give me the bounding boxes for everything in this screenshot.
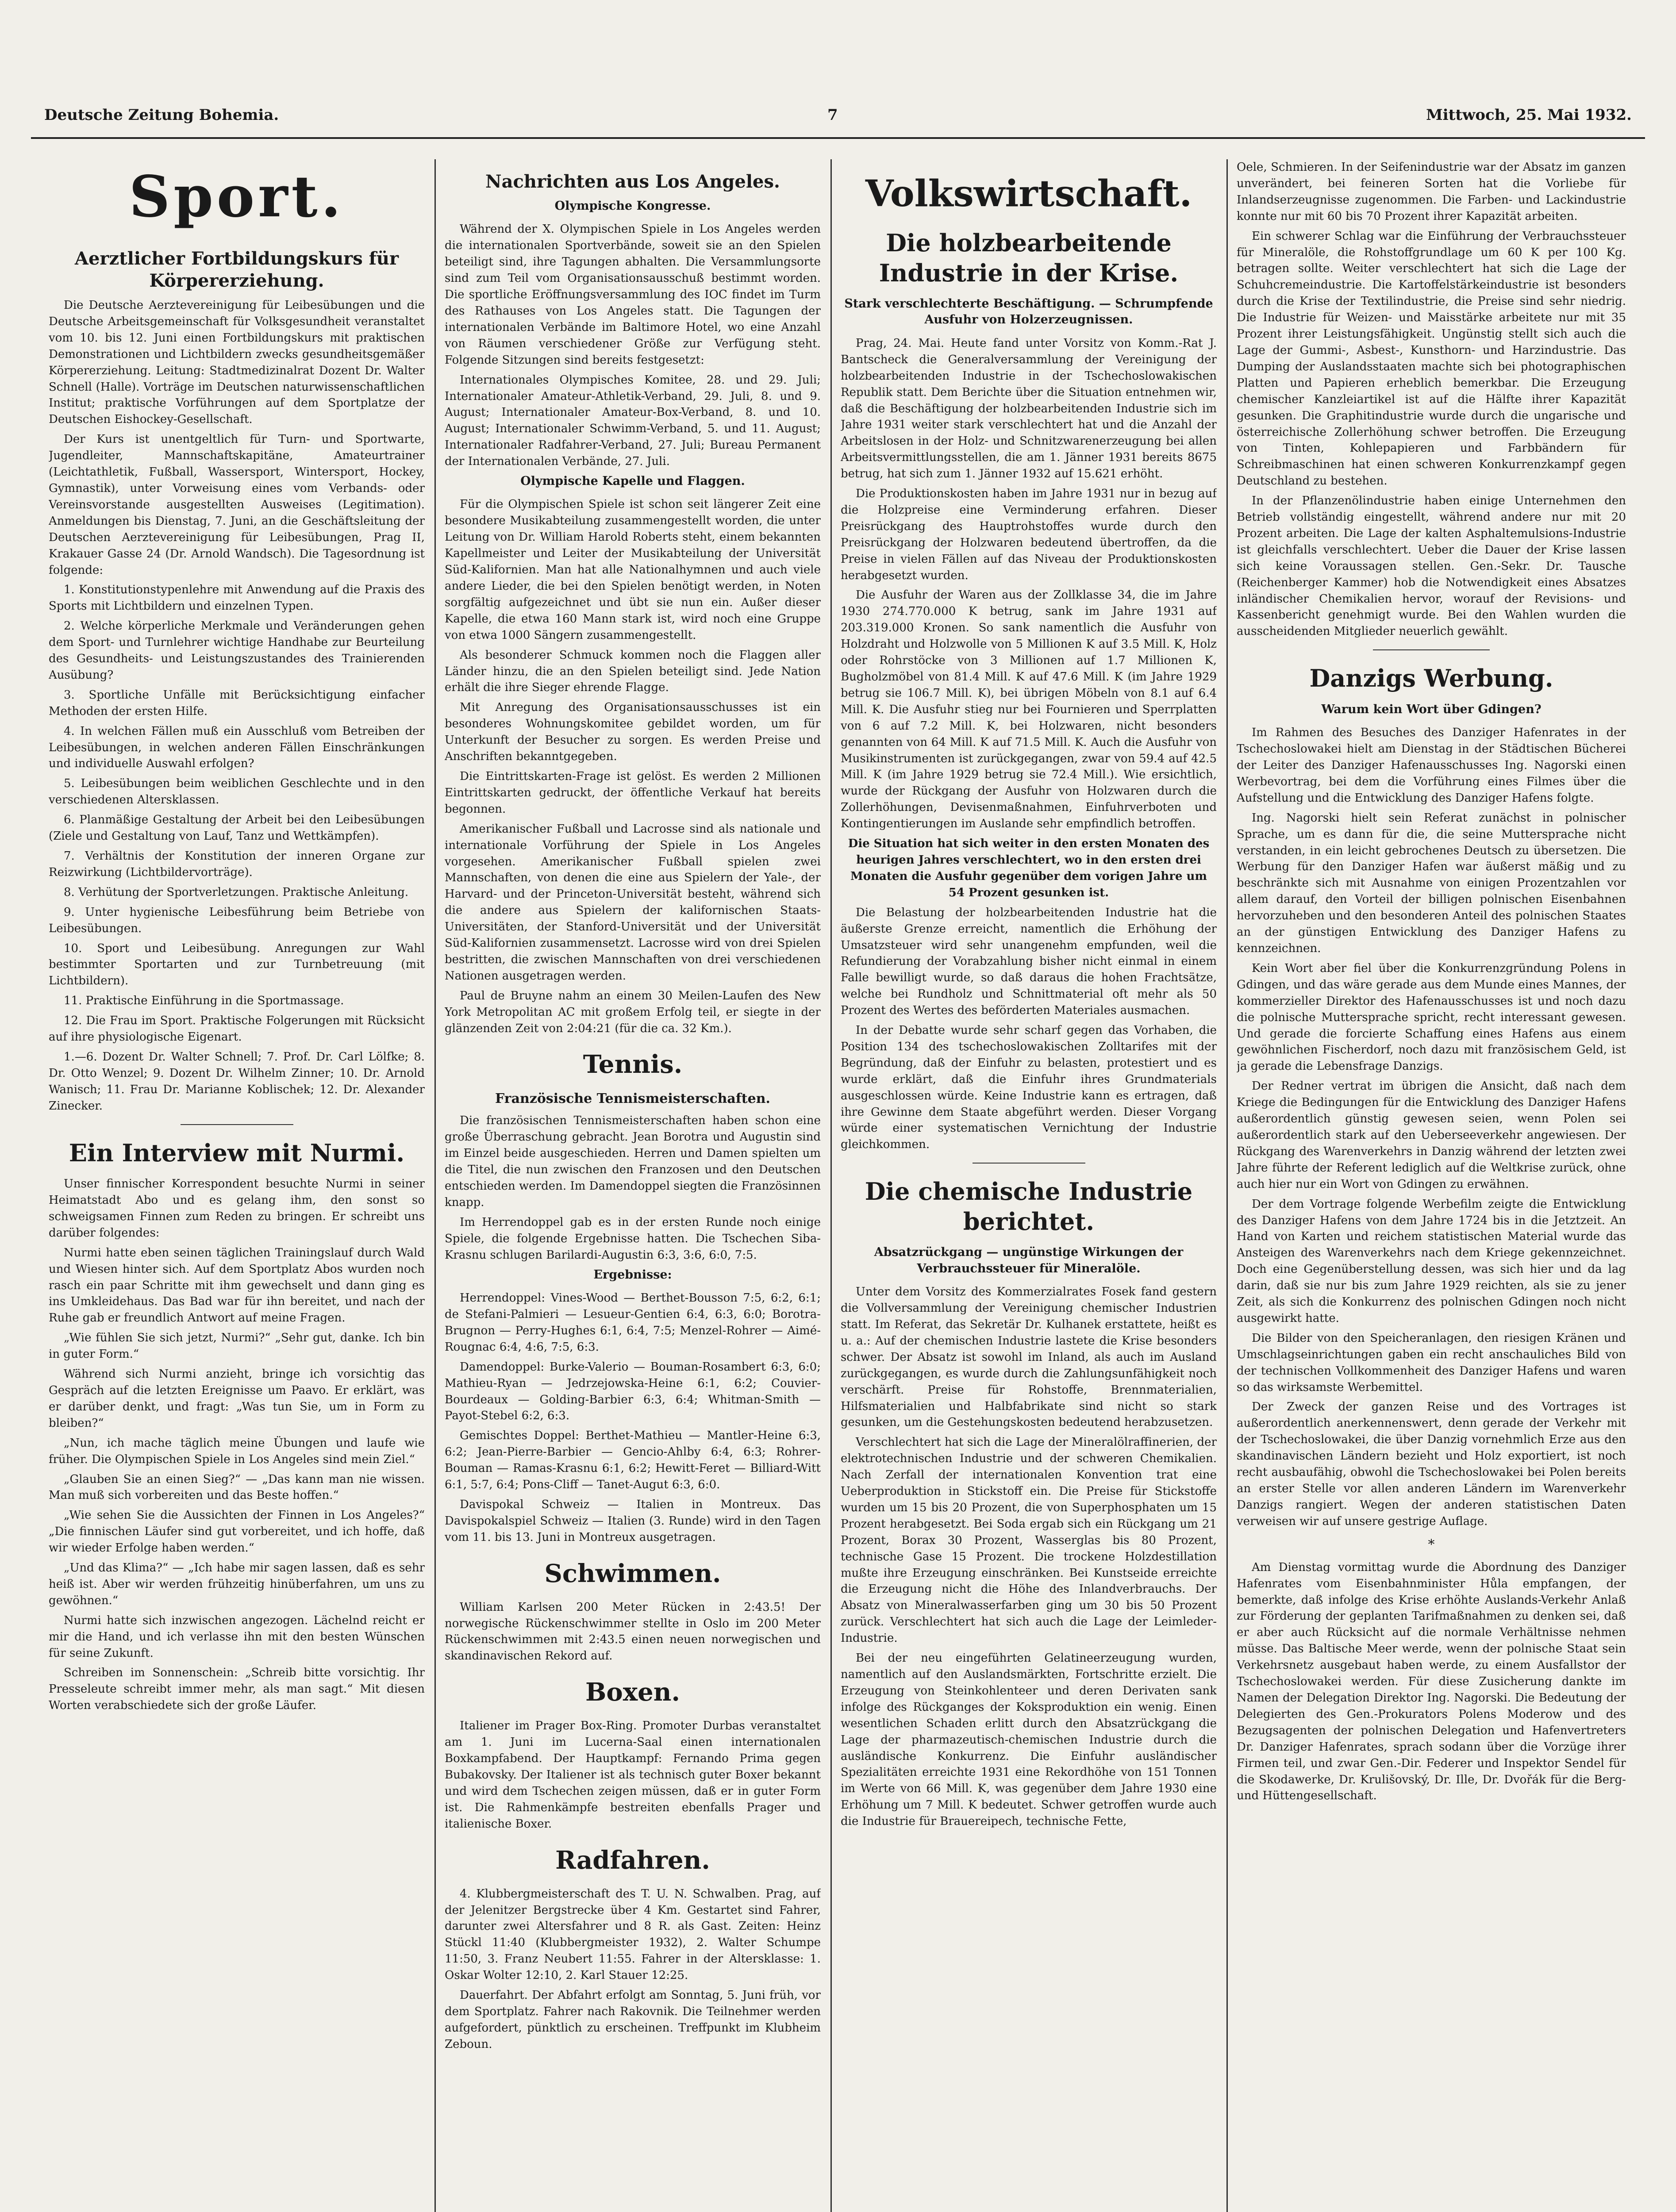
- article-paragraph: Davispokal Schweiz — Italien in Montreux. Das Davispokalspiel Schweiz — Italien (3. Runde) wird in den Tagen vom 11. bis 13. Juni in Montreux ausgetragen.: [445, 1498, 821, 1544]
- article-paragraph: 4. Klubbergmeisterschaft des T. U. N. Schwalben. Prag, auf der Jelenitzer Bergstrecke über 4 Km. Gestartet sind Fahrer, darunter zwei Altersfahrer und 8 R. als Gast. Zeiten: Heinz Stückl 11:40 (Klubbergmeister 1932), 2. Walter Schumpe 11:50, 3. Franz Neubert 11:55. Fahrer in der Altersklasse: 1. Oskar Wolter 12:10, 2. Karl Stauer 12:25.: [445, 1887, 821, 1982]
- article-paragraph: Prag, 24. Mai. Heute fand unter Vorsitz von Komm.-Rat J. Bantscheck die Generalversammlung der Vereinigung der holzbearbeitenden Industrie in der Tschechoslowakischen Republik statt. Dem Berichte über die Situation entnehmen wir, daß die Beschäftigung der holzbearbeitenden Industrie sich im Jahre 1931 weiter stark verschlechtert hat und die Anzahl der Arbeitslosen in der Holz- und Schnitzwarenerzeugung bei allen Arbeitsvermittlungsstellen, die am 1. Jänner 1931 bereits 8675 betrug, hat sich zum 1. Jänner 1932 auf 15.621 erhöht.: [841, 336, 1217, 481]
- article-subtitle: Französische Tennismeisterschaften.: [495, 1091, 770, 1107]
- article-paragraph: William Karlsen 200 Meter Rücken in 2:43.5! Der norwegische Rückenschwimmer stellte in Oslo im 200 Meter Rückenschwimmen mit 2:43.5 einen neuen norwegischen und skandinavischen Rekord auf.: [445, 1600, 821, 1663]
- article-paragraph: 2. Welche körperliche Merkmale und Veränderungen gehen dem Sport- und Turnlehrer wichtige Handhabe zur Beurteilung des Gesundheits- und Leistungszustandes des Trainierenden Ausübung?: [49, 619, 425, 682]
- article-paragraph: 9. Unter hygienische Leibesführung beim Betriebe von Leibesübungen.: [49, 905, 425, 935]
- article-paragraph: Dauerfahrt. Der Abfahrt erfolgt am Sonntag, 5. Juni früh, vor dem Sportplatz. Fahrer nach Rakovnik. Die Teilnehmer werden aufgefordert, pünktlich zu erscheinen. Treffpunkt im Klubheim Zeboun.: [445, 1989, 821, 2051]
- section-asterisk: *: [1428, 1536, 1435, 1552]
- header-rule: [31, 137, 1645, 139]
- article-title: Die holzbearbeitende Industrie in der Krise.: [879, 229, 1179, 287]
- article-paragraph: Am Dienstag vormittag wurde die Abordnung des Danziger Hafenrates vom Eisenbahnminister Hůla empfangen, der bemerkte, daß infolge des Krise erhöhte Auslands-Verkehr Anlaß zur Förderung der geplanten Tarifmaßnahmen zu denken sei, daß er aber auch Rücksicht auf die normale Verhältnisse nehmen müsse. Das Baltische Meer werde, wenn der polnische Staat sein Verkehrsnetz ausgebaut haben werde, zu einem Ausfallstor der Tschechoslowakei werden. Für diese Zusicherung dankte im Namen der Delegation Direktor Ing. Nagorski. Die Bedeutung der Delegierten des Gen.-Prokurators Polens Moderow und des Bezugsagenten der polnischen Delegation und Hafenvertreters Dr. Danziger Hafenrates, sprach sodann über die Vorzüge ihrer Firmen teil, und zwar Gen.-Dir. Federer und Inspektor Sendel für die Skodawerke, Dr. Krulišovský, Dr. Ille, Dr. Dvořák für die Berg- und Hüttengesellschaft.: [1237, 1560, 1626, 1803]
- article-paragraph: Der Zweck der ganzen Reise und des Vortrages ist außerordentlich anerkennenswert, denn gerade der Verkehr mit der Tschechoslowakei, die über Danzig vornehmlich Erze aus den skandinavischen Ländern bezieht und Holz exportiert, ist noch recht ausbaufähig, obwohl die Tschechoslowakei bei Polen bereits an erster Stelle vor allen anderen Ländern im Warenverkehr Danzigs rangiert. Wegen der anderen statistischen Daten verweisen wir auf unsere gestrige Auflage.: [1237, 1400, 1626, 1528]
- article-paragraph: Der Kurs ist unentgeltlich für Turn- und Sportwarte, Jugendleiter, Mannschaftskapitäne, Amateurtrainer (Leichtathletik, Fußball, Wassersport, Wintersport, Hockey, Gymnastik), unter Vorweisung eines vom Verbands- oder Vereinsvorstande ausgestellten Ausweises (Legitimation). Anmeldungen bis Dienstag, 7. Juni, an die Geschäftsleitung der Deutschen Aerztevereinigung für Leibesübungen, Prag II, Krakauer Gasse 24 (Dr. Arnold Wandsch). Die Tagesordnung ist folgende:: [49, 433, 425, 577]
- article-subtitle: Stark verschlechterte Beschäftigung. — Schrumpfende Ausfuhr von Holzerzeugnissen.: [844, 297, 1213, 327]
- section-title-cycling: Radfahren.: [555, 1845, 710, 1875]
- article-paragraph: Gemischtes Doppel: Berthet-Mathieu — Mantler-Heine 6:3, 6:2; Jean-Pierre-Barbier — Gencio-Ahlby 6:4, 6:3; Rohrer-Bouman — Ramas-Krasnu 6:1, 6:2; Hewitt-Feret — Billiard-Witt 6:1, 5:7, 6:4; Pons-Cliff — Tanet-Augut 6:3, 6:0.: [445, 1429, 821, 1492]
- article-paragraph: In der Pflanzenölindustrie haben einige Unternehmen den Betrieb vollständig eingestellt, während andere nur mit 20 Prozent arbeiten. Die Lage der kalten Asphaltemulsions-Industrie ist gleichfalls verschlechtert. Ueber die Dauer der Krise lassen sich keine Voraussagen stellen. Gen.-Sekr. Dr. Tausche (Reichenberger Kammer) hob die Notwendigkeit eines Absatzes inländischer Chemikalien hervor, worauf der Revisions- und Kassenbericht genehmigt wurde. Bei den Wahlen wurden die ausscheidenden Mitglieder neuerlich gewählt.: [1237, 494, 1626, 638]
- article-paragraph: 8. Verhütung der Sportverletzungen. Praktische Anleitung.: [64, 885, 409, 899]
- separator: [1373, 649, 1490, 650]
- article-paragraph: 1.—6. Dozent Dr. Walter Schnell; 7. Prof. Dr. Carl Lölfke; 8. Dr. Otto Wenzel; 9. Dozent Dr. Wilhelm Zinner; 10. Dr. Arnold Wanisch; 11. Frau Dr. Marianne Koblischek; 12. Dr. Alexander Zinecker.: [49, 1050, 425, 1113]
- column-continued: [1237, 159, 1626, 2212]
- article-title: Nachrichten aus Los Angeles.: [485, 171, 780, 192]
- article-paragraph: Der Redner vertrat im übrigen die Ansicht, daß nach dem Kriege die Bedingungen für die Entwicklung des Danziger Hafens außerordentlich günstig gewesen seien, wenn Polen sei außerordentlich stark auf den Ueberseeverkehr angewiesen. Der Rückgang des Warenverkehrs in Danzig während der letzten zwei Jahre führte der Referent lediglich auf die Weltkrise zurück, ohne auch hier nur ein Wort von Gdingen zu erwähnen.: [1237, 1079, 1626, 1191]
- article-subtitle: Absatzrückgang — ungünstige Wirkungen der Verbrauchssteuer für Mineralöle.: [874, 1245, 1184, 1275]
- column-divider: [434, 159, 436, 2212]
- results-heading: Ergebnisse:: [593, 1267, 672, 1282]
- separator: [181, 1124, 293, 1125]
- article-paragraph: Die Deutsche Aerztevereinigung für Leibesübungen und die Deutsche Arbeitsgemeinschaft für Volksgesundheit veranstaltet vom 10. bis 12. Juni einen Fortbildungskurs mit praktischen Demonstrationen und Lichtbildern zwecks gesundheitsgemäßer Körpererziehung. Leitung: Stadtmedizinalrat Dozent Dr. Walter Schnell (Halle). Vorträge im Deutschen naturwissenschaftlichen Institut; praktische Vorführungen auf dem Sportplatze der Deutschen Eishockey-Gesellschaft.: [49, 299, 425, 426]
- article-subtitle: Olympische Kapelle und Flaggen.: [520, 474, 745, 488]
- article-paragraph: Im Herrendoppel gab es in der ersten Runde noch einige Spiele, die folgende Ergebnisse hatten. Die Tschechen Siba-Krasnu schlugen Barilardi-Augustin 6:3, 3:6, 6:0, 7:5.: [445, 1215, 821, 1262]
- article-paragraph: Kein Wort aber fiel über die Konkurrenzgründung Polens in Gdingen, und das wäre gerade aus dem Munde eines Mannes, der kommerzieller Direktor des Hafenausschusses ist und noch dazu die polnische Muttersprache spricht, recht interessant gewesen. Und gerade die forcierte Schaffung eines Hafens aus einem gewöhnlichen Fischerdorf, noch dazu mit französischem Geld, ist ja gerade die Lebensfrage Danzigs.: [1237, 961, 1626, 1073]
- article-paragraph: Während der X. Olympischen Spiele in Los Angeles werden die internationalen Sportverbände, soweit sie an den Spielen beteiligt sind, ihre Tagungen abhalten. Die Versammlungsorte sind zum Teil vom Organisationsausschuß bestimmt worden. Die sportliche Eröffnungsversammlung des IOC findet im Turm des Rathauses von Los Angeles statt. Die Tagungen der internationalen Verbände im Baltimore Hotel, wo eine Anzahl von Räumen verschiedener Größe zur Verfügung steht. Folgende Sitzungen sind bereits festgesetzt:: [445, 223, 821, 367]
- article-paragraph: Unser finnischer Korrespondent besuchte Nurmi in seiner Heimatstadt Abo und es gelang ihm, den sonst so schweigsamen Finnen zum Reden zu bringen. Er schreibt uns darüber folgendes:: [49, 1177, 425, 1240]
- article-paragraph: Die Bilder von den Speicheranlagen, den riesigen Kränen und Umschlagseinrichtungen gaben ein recht anschauliches Bild von der technischen Vollkommenheit des Danziger Hafens und waren so das wirksamste Werbemittel.: [1237, 1331, 1626, 1394]
- paper-name: Deutsche Zeitung Bohemia.: [44, 106, 279, 124]
- article-paragraph: Nurmi hatte eben seinen täglichen Trainingslauf durch Wald und Wiesen hinter sich. Auf dem Sportplatz Abos wurden noch rasch ein paar Schritte mit ihm gewechselt und dann ging es ins Umkleidehaus. Das Bad war für ihn bereitet, und nach der Ruhe gab er freundlich Antwort auf meine Fragen.: [49, 1246, 425, 1325]
- article-paragraph: „Wie fühlen Sie sich jetzt, Nurmi?“ „Sehr gut, danke. Ich bin in guter Form.“: [49, 1331, 425, 1361]
- article-title: Die chemische Industrie berichtet.: [865, 1177, 1193, 1236]
- column-los-angeles: [445, 159, 821, 2212]
- article-paragraph: Die Ausfuhr der Waren aus der Zollklasse 34, die im Jahre 1930 274.770.000 K betrug, sank im Jahre 1931 auf 203.319.000 Kronen. So sank namentlich die Ausfuhr von Holzdraht und Holzwolle von 5 Millionen K auf 3.5 Mill. K, Holz oder Rohrstöcke von 3 Millionen auf 1.7 Millionen K, Bugholzmöbel von 81.4 Mill. K auf 47.6 Mill. K (im Jahre 1929 betrug sie 106.7 Mill. K), bei übrigen Möbeln von 8.1 auf 6.4 Mill. K. Die Ausfuhr stieg nur bei Fournieren und Sperrplatten von 6 auf 7.2 Mill. K, bei Holzwaren, nicht besonders genannten von 64 Mill. K auf 71.5 Mill. K. Auch die Ausfuhr von Musikinstrumenten ist zurückgegangen, zwar von 59.4 auf 42.5 Mill. K (im Jahre 1929 betrug sie 72.4 Mill.). Wie ersichtlich, wurde der Rückgang der Ausfuhr von Holzwaren durch die Zollerhöhungen, Devisenmaßnahmen, Einfuhrverboten und Kontingentierungen im Auslande sehr empfindlich betroffen.: [841, 588, 1217, 831]
- article-paragraph: Die Belastung der holzbearbeitenden Industrie hat die äußerste Grenze erreicht, namentlich die Erhöhung der Umsatzsteuer wird sehr unangenehm empfunden, weil die Refundierung der Vorabzahlung bisher nicht einmal in einem Falle bewilligt wurde, so daß daraus die hohen Frachtsätze, welche bei Rundholz und Schnittmaterial oft mehr als 50 Prozent des Wertes des beförderten Materiales ausmachen.: [841, 906, 1217, 1018]
- article-subtitle: Olympische Kongresse.: [554, 199, 711, 213]
- article-paragraph: Oele, Schmieren. In der Seifenindustrie war der Absatz im ganzen unverändert, bei feineren Sorten hat die Vorliebe für Inlandserzeugnisse zugenommen. Die Farben- und Lackindustrie konnte nur mit 60 bis 70 Prozent ihrer Kapazität arbeiten.: [1237, 161, 1626, 223]
- article-paragraph: Italiener im Prager Box-Ring. Promoter Durbas veranstaltet am 1. Juni im Lucerna-Saal einen internationalen Boxkampfabend. Der Hauptkampf: Fernando Prima gegen Bubakovsky. Der Italiener ist als technisch guter Boxer bekannt und wird dem Tschechen zeigen müssen, daß er in guter Form ist. Die Rahmenkämpfe bestreiten ebenfalls Prager und italienische Boxer.: [445, 1719, 821, 1831]
- article-paragraph: Im Rahmen des Besuches des Danziger Hafenrates in der Tschechoslowakei hielt am Dienstag in der Städtischen Bücherei der Leiter des Danziger Hafenausschusses Ing. Nagorski einen Werbevortrag, bei dem die Vorführung eines Filmes über die Aufstellung und die Entwicklung des Danziger Hafens folgte.: [1237, 726, 1626, 805]
- article-paragraph: 12. Die Frau im Sport. Praktische Folgerungen mit Rücksicht auf ihre physiologische Eigenart.: [49, 1014, 425, 1044]
- column-divider: [830, 159, 832, 2212]
- section-title-economy: Volkswirtschaft.: [865, 173, 1192, 215]
- article-subtitle: Warum kein Wort über Gdingen?: [1321, 702, 1541, 716]
- article-paragraph: „Nun, ich mache täglich meine Übungen und laufe wie früher. Die Olympischen Spiele in Los Angeles sind mein Ziel.“: [49, 1436, 425, 1466]
- issue-date: Mittwoch, 25. Mai 1932.: [1426, 106, 1632, 124]
- article-paragraph: 7. Verhältnis der Konstitution der inneren Organe zur Reizwirkung (Lichtbildervorträge).: [49, 849, 425, 879]
- article-paragraph: Als besonderer Schmuck kommen noch die Flaggen aller Länder hinzu, die an den Spielen beteiligt sind. Jede Nation erhält die ihre Sieger ehrende Flagge.: [445, 648, 821, 695]
- newspaper-page: [31, 27, 1645, 2212]
- article-paragraph: Bei der neu eingeführten Gelatineerzeugung wurden, namentlich auf den Auslandsmärkten, Fortschritte erzielt. Die Erzeugung von Steinkohlenteer und deren Derivaten sank infolge des Rückganges der Koksproduktion ein wenig. Einen wesentlichen Schaden erlitt durch den Absatzrückgang die Lage der pharmazeutisch-chemischen Industrie durch die ausländische Konkurrenz. Die Einfuhr ausländischer Spezialitäten erreichte 1931 eine Rekordhöhe von 151 Tonnen im Werte von 66 Mill. K, was gegenüber dem Jahre 1930 eine Erhöhung um 7 Mill. K bedeutet. Schwer getroffen wurde auch die Industrie für Brauereipech, technische Fette,: [841, 1651, 1217, 1828]
- article-paragraph: 11. Praktische Einführung in die Sportmassage.: [64, 994, 344, 1008]
- article-paragraph: Schreiben im Sonnenschein: „Schreib bitte vorsichtig. Ihr Presseleute schreibt immer mehr, als man sagt.“ Mit diesen Worten verabschiedete sich der große Läufer.: [49, 1666, 425, 1713]
- article-paragraph: Herrendoppel: Vines-Wood — Berthet-Bousson 7:5, 6:2, 6:1; de Stefani-Palmieri — Lesueur-Gentien 6:4, 6:3, 6:0; Borotra-Brugnon — Perry-Hughes 6:1, 6:4, 7:5; Menzel-Rohrer — Aimé-Rougnac 6:4, 4:6, 7:5, 6:3.: [445, 1291, 821, 1354]
- article-paragraph: 1. Konstitutionstypenlehre mit Anwendung auf die Praxis des Sports mit Lichtbildern und einzelnen Typen.: [49, 583, 425, 613]
- article-paragraph: In der Debatte wurde sehr scharf gegen das Vorhaben, die Position 134 des tschechoslowakischen Zolltarifes mit der Begründung, daß der Einfuhr zu belasten, protestiert und es wurde erklärt, daß die Einfuhr ihres Grundmaterials ausgeschlossen würde. Keine Industrie kann es ertragen, daß ihre Gewinne dem Staate abgeführt werden. Dieser Vorgang würde einer systematischen Vernichtung der Industrie gleichkommen.: [841, 1024, 1217, 1152]
- article-paragraph: Ein schwerer Schlag war die Einführung der Verbrauchssteuer für Mineralöle, die Rohstoffgrundlage um 60 K per 100 Kg. betragen sollte. Weiter verschlechtert hat sich die Lage der Schuhcremeindustrie. Die Kartoffelstärkeindustrie ist besonders durch die Krise der Textilindustrie, die Preise sind sehr niedrig. Die Industrie für Weizen- und Maisstärke arbeitete nur mit 35 Prozent ihrer Leistungsfähigkeit. Ungünstig stellt sich auch die Lage der Gummi-, Asbest-, Kunsthorn- und Harzindustrie. Das Dumping der Auslandsstaaten machte sich bei photographischen Platten und Papieren erheblich bemerkbar. Die Erzeugung chemischer Kanzleiartikel ist auf die Hälfte ihrer Kapazität gesunken. Die Graphitindustrie wurde durch die ungarische und österreichische Zollerhöhung schwer betroffen. Die Erzeugung von Tinten, Kohlepapieren und Farbbändern für Schreibmaschinen hat einen schweren Konkurrenzkampf gegen Deutschland zu bestehen.: [1237, 229, 1626, 488]
- article-paragraph: Paul de Bruyne nahm an einem 30 Meilen-Laufen des New York Metropolitan AC mit großem Erfolg teil, er siegte in der glänzenden Zeit von 2:04:21 (für die ca. 32 Km.).: [445, 989, 821, 1035]
- article-paragraph: Die Eintrittskarten-Frage ist gelöst. Es werden 2 Millionen Eintrittskarten gedruckt, der öffentliche Verkauf hat bereits begonnen.: [445, 769, 821, 816]
- article-title: Danzigs Werbung.: [1309, 664, 1553, 693]
- article-paragraph: „Wie sehen Sie die Aussichten der Finnen in Los Angeles?“ „Die finnischen Läufer sind gut vorbereitet, und ich hoffe, daß wir wieder Erfolge haben werden.“: [49, 1509, 425, 1555]
- separator: [973, 1163, 1085, 1164]
- article-paragraph: „Glauben Sie an einen Sieg?“ — „Das kann man nie wissen. Man muß sich vorbereiten und das Beste hoffen.“: [49, 1472, 425, 1502]
- article-paragraph: 10. Sport und Leibesübung. Anregungen zur Wahl bestimmter Sportarten und zur Turnbetreuung (mit Lichtbildern).: [49, 941, 425, 988]
- article-paragraph: Die französischen Tennismeisterschaften haben schon eine große Überraschung gebracht. Jean Borotra und Augustin sind im Einzel beide ausgeschieden. Herren und Damen spielten um die Titel, die nun zwischen den Franzosen und den Deutschen entschieden werden. Im Damendoppel siegten die Französinnen knapp.: [445, 1114, 821, 1209]
- section-title-sport: Sport.: [129, 164, 345, 230]
- page-number: 7: [827, 106, 838, 124]
- column-sport: [49, 159, 425, 2212]
- article-title: Ein Interview mit Nurmi.: [69, 1138, 405, 1167]
- article-paragraph: 4. In welchen Fällen muß ein Ausschluß vom Betreiben der Leibesübungen, in welchen anderen Fällen Einschränkungen und individuelle Auswahl erfolgen?: [49, 724, 425, 771]
- section-title-boxing: Boxen.: [585, 1678, 680, 1707]
- article-paragraph: „Und das Klima?“ — „Ich habe mir sagen lassen, daß es sehr heiß ist. Aber wir werden frühzeitig hinüberfahren, um uns zu gewöhnen.“: [49, 1561, 425, 1607]
- article-paragraph: Mit Anregung des Organisationsausschusses ist ein besonderes Wohnungskomitee gebildet worden, um für Unterkunft der Besucher zu sorgen. Es werden Preise und Anschriften bekanntgegeben.: [445, 701, 821, 764]
- article-paragraph: Die Produktionskosten haben im Jahre 1931 nur in bezug auf die Holzpreise eine Verminderung erfahren. Dieser Preisrückgang des Hauptrohstoffes wurde durch den Preisrückgang der Holzwaren bedeutend übertroffen, da die Preise in vielen Fällen auf das Niveau der Produktionskosten herabgesetzt wurden.: [841, 487, 1217, 582]
- article-paragraph: 3. Sportliche Unfälle mit Berücksichtigung einfacher Methoden der ersten Hilfe.: [49, 688, 425, 718]
- article-paragraph: Internationales Olympisches Komitee, 28. und 29. Juli; Internationaler Amateur-Athletik-Verband, 29. Juli, 8. und 9. August; Internationaler Amateur-Box-Verband, 8. und 10. August; Internationaler Schwimm-Verband, 5. und 11. August; Internationaler Radfahrer-Verband, 27. Juli; Bureau Permanent der Internationalen Verbände, 27. Juli.: [445, 373, 821, 469]
- article-paragraph: 6. Planmäßige Gestaltung der Arbeit bei den Leibesübungen (Ziele und Gestaltung von Lauf, Tanz und Wettkämpfen).: [49, 813, 425, 843]
- page-header: [31, 106, 1645, 133]
- article-paragraph: Verschlechtert hat sich die Lage der Mineralölraffinerien, der elektrotechnischen Industrie und der schweren Chemikalien. Nach Zerfall der internationalen Konvention trat eine Ueberproduktion in Stickstoff ein. Die Preise für Stickstoffe wurden um 15 bis 20 Prozent, die von Superphosphaten um 15 Prozent herabgesetzt. Bei Soda ergab sich ein Rückgang um 21 Prozent, Borax 30 Prozent, Wasserglas bis 80 Prozent, technische Gase 15 Prozent. Die trockene Holzdestillation mußte ihre Erzeugung einschränken. Bei Kunstseide erreichte die Erzeugung nicht die Höhe des Inlandverbrauchs. Der Absatz von Mineralwasserfarben ging um 30 bis 50 Prozent zurück. Verschlechtert hat sich auch die Lage der Leimleder-Industrie.: [841, 1436, 1217, 1645]
- article-paragraph: Der dem Vortrage folgende Werbefilm zeigte die Entwicklung des Danziger Hafens von dem Jahre 1724 bis in die Jetztzeit. An Hand von Karten und reichem statistischen Material wurde das Ansteigen des Warenverkehrs nach dem Kriege gekennzeichnet. Doch eine Gegenüberstellung dessen, was sich hier und da lag darin, daß sie nur bis zum Jahre 1929 reichten, als sie zu jener Zeit, als sich die Konkurrenz des polnischen Gdingen noch nicht ausgewirkt hatte.: [1237, 1197, 1626, 1325]
- article-paragraph: Während sich Nurmi anzieht, bringe ich vorsichtig das Gespräch auf die letzten Ereignisse um Paavo. Er erklärt, was er darüber denkt, und fragt: „Was tun Sie, um in Form zu bleiben?“: [49, 1367, 425, 1430]
- article-paragraph: Damendoppel: Burke-Valerio — Bouman-Rosambert 6:3, 6:0; Mathieu-Ryan — Jedrzejowska-Heine 6:1, 6:2; Couvier-Bourdeaux — Golding-Barbier 6:3, 6:4; Whitman-Smith — Payot-Stebel 6:2, 6:3.: [445, 1360, 821, 1423]
- section-title-tennis: Tennis.: [583, 1050, 683, 1079]
- article-highlight: Die Situation hat sich weiter in den ersten Monaten des heurigen Jahres verschlechtert, wo in den ersten drei Monaten die Ausfuhr gegenüber dem vorigen Jahre um 54 Prozent gesunken ist.: [848, 837, 1210, 899]
- article-title: Aerztlicher Fortbildungskurs für Körpererziehung.: [74, 248, 399, 291]
- article-paragraph: Nurmi hatte sich inzwischen angezogen. Lächelnd reicht er mir die Hand, und ich verlasse ihn mit den besten Wünschen für seine Zukunft.: [49, 1613, 425, 1660]
- article-paragraph: Amerikanischer Fußball und Lacrosse sind als nationale und internationale Vorführung der Spiele in Los Angeles vorgesehen. Amerikanischer Fußball spielen zwei Mannschaften, von denen die eine aus Spielern der Yale-, der Harvard- und der Princeton-Universität besteht, während sich die andere aus Spielern der kalifornischen Staats-Universitäten, der Stanford-Universität und der Universität Süd-Kalifornien zusammensetzt. Lacrosse wird von drei Spielen bestritten, die zwischen Mannschaften von drei verschiedenen Nationen ausgetragen werden.: [445, 822, 821, 983]
- column-divider: [1226, 159, 1228, 2212]
- section-title-swimming: Schwimmen.: [544, 1559, 721, 1588]
- article-paragraph: Ing. Nagorski hielt sein Referat zunächst in polnischer Sprache, um es dann für die, die seine Muttersprache nicht verstanden, in ein leicht gebrochenes Deutsch zu übersetzen. Die Werbung für den Danziger Hafen war äußerst mäßig und zu beschränkte sich mit Ausnahme von einigen Prozentzahlen vor allem darauf, den Vorteil der billigen polnischen Eisenbahnen hervorzuheben und den besonderen Anteil des polnischen Staates an der günstigen Entwicklung des Danziger Hafens zu kennzeichnen.: [1237, 811, 1626, 955]
- column-economy: [841, 159, 1217, 2212]
- article-paragraph: 5. Leibesübungen beim weiblichen Geschlechte und in den verschiedenen Altersklassen.: [49, 777, 425, 807]
- article-paragraph: Für die Olympischen Spiele ist schon seit längerer Zeit eine besondere Musikabteilung zusammengestellt worden, die unter Leitung von Dr. William Harold Roberts steht, einem bekannten Kapellmeister und Leiter der Musikabteilung der Universität Süd-Kalifornien. Man hat alle Nationalhymnen und auch viele andere Lieder, die bei den Spielen benötigt werden, in Noten sorgfältig aufgezeichnet und übt sie nun ein. Außer dieser Kapelle, die etwa 160 Mann stark ist, wird noch eine Gruppe von etwa 1000 Sängern zusammengestellt.: [445, 498, 821, 642]
- article-paragraph: Unter dem Vorsitz des Kommerzialrates Fosek fand gestern die Vollversammlung der Vereinigung chemischer Industrien statt. Im Referat, das Sekretär Dr. Kulhanek erstattete, heißt es u. a.: Auf der chemischen Industrie lastete die Krise besonders schwer. Der Absatz ist sowohl im Inland, als auch im Ausland zurückgegangen, es wurde durch die Zahlungsunfähigkeit noch verschärft. Preise für Rohstoffe, Brennmaterialien, Hilfsmaterialien und Halbfabrikate sind nicht so stark gesunken, um die Gestehungskosten bedeutend herabzusetzen.: [841, 1285, 1217, 1429]
